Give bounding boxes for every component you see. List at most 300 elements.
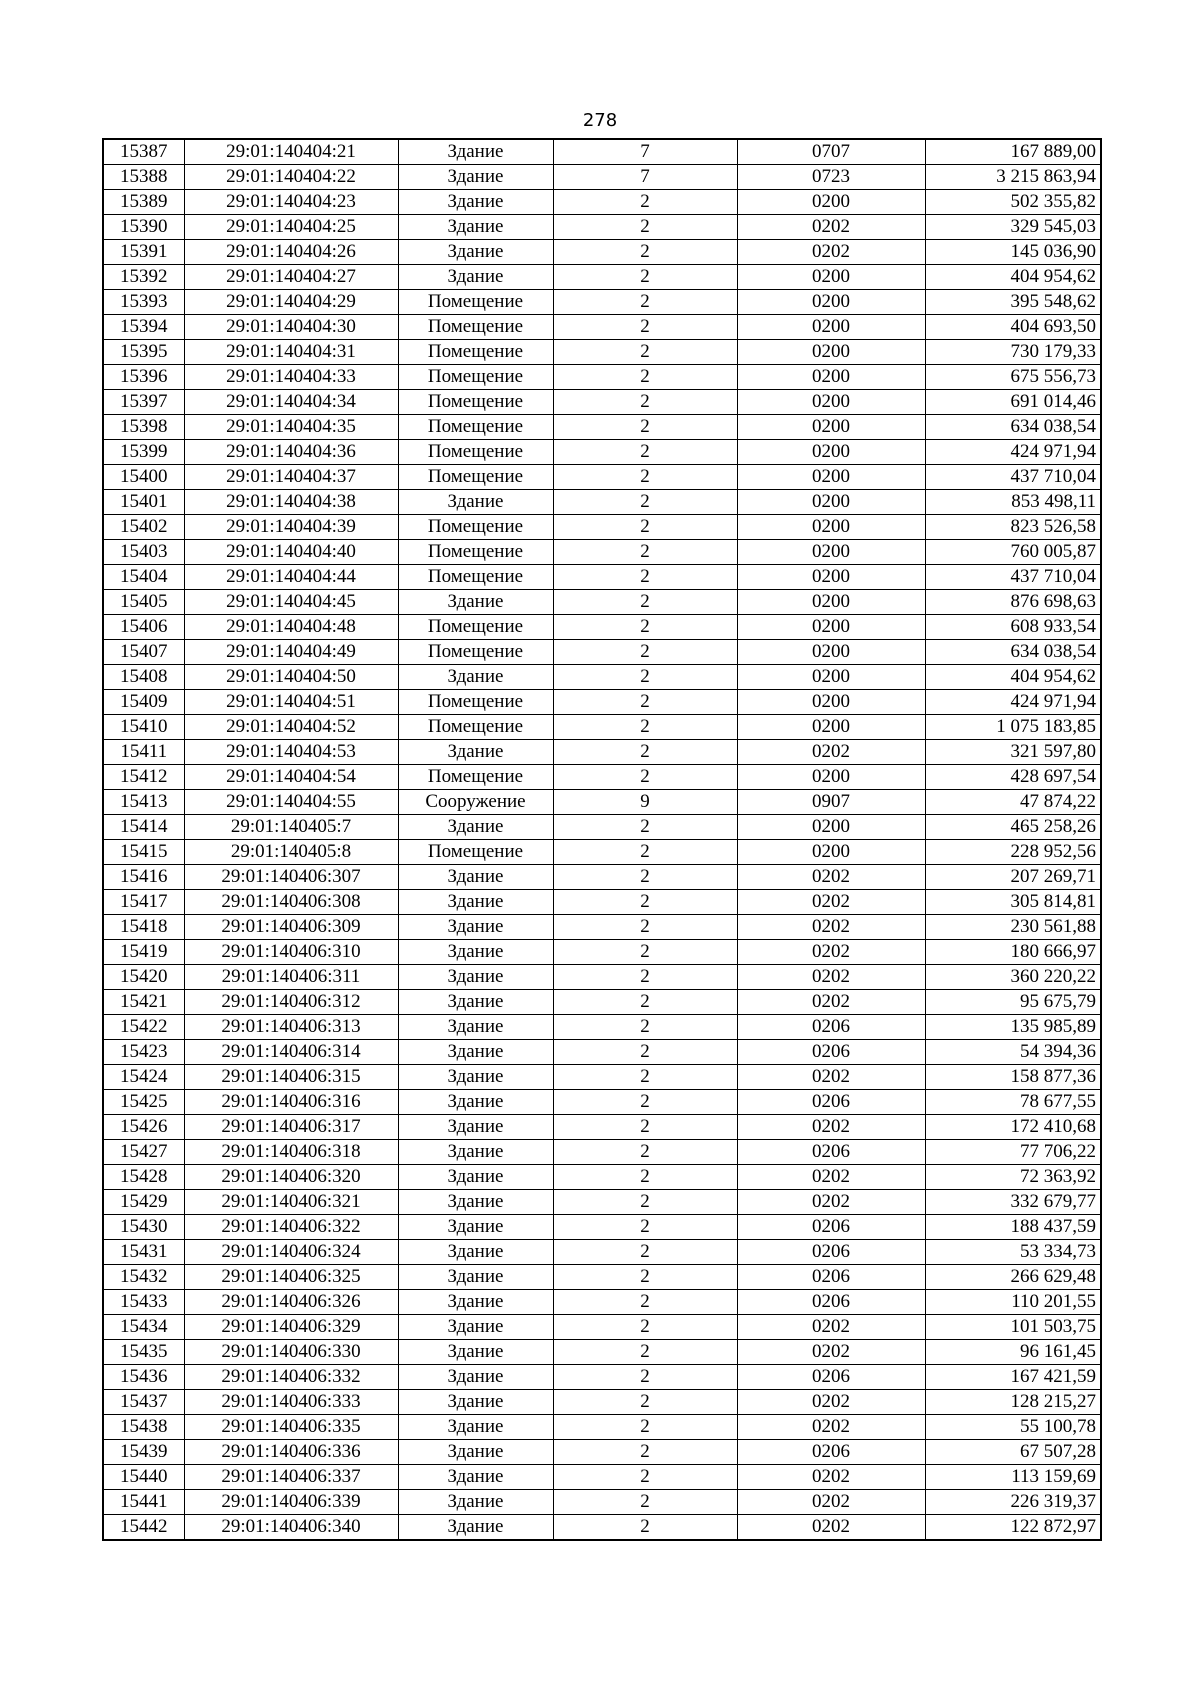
subgroup-code-cell: 0200 [737, 715, 925, 740]
table-row [103, 465, 1101, 490]
cadastral-number-cell: 29:01:140406:322 [184, 1215, 398, 1240]
subgroup-code-cell: 0202 [737, 915, 925, 940]
object-type-cell: Здание [398, 1165, 553, 1190]
object-type-cell: Здание [398, 1065, 553, 1090]
object-type-cell: Здание [398, 1365, 553, 1390]
group-cell: 2 [553, 1040, 737, 1065]
group-cell: 2 [553, 1365, 737, 1390]
subgroup-code-cell: 0202 [737, 865, 925, 890]
object-type-cell: Здание [398, 965, 553, 990]
cadastral-number-cell: 29:01:140406:313 [184, 1015, 398, 1040]
cadastral-number-cell: 29:01:140404:25 [184, 215, 398, 240]
subgroup-code-cell: 0202 [737, 740, 925, 765]
cadastral-number-cell: 29:01:140406:311 [184, 965, 398, 990]
group-cell: 2 [553, 1290, 737, 1315]
cadastral-value-cell: 72 363,92 [925, 1165, 1101, 1190]
subgroup-code-cell: 0707 [737, 139, 925, 165]
subgroup-code-cell: 0202 [737, 1390, 925, 1415]
cadastral-value-cell: 128 215,27 [925, 1390, 1101, 1415]
object-type-cell: Здание [398, 1115, 553, 1140]
object-type-cell: Помещение [398, 390, 553, 415]
table-row [103, 1240, 1101, 1265]
table-row [103, 240, 1101, 265]
object-type-cell: Здание [398, 240, 553, 265]
cadastral-number-cell: 29:01:140406:317 [184, 1115, 398, 1140]
table-row [103, 665, 1101, 690]
cadastral-number-cell: 29:01:140406:329 [184, 1315, 398, 1340]
row-number-cell: 15425 [103, 1090, 184, 1115]
table-row [103, 440, 1101, 465]
group-cell: 2 [553, 440, 737, 465]
subgroup-code-cell: 0200 [737, 815, 925, 840]
row-number-cell: 15439 [103, 1440, 184, 1465]
cadastral-value-cell: 760 005,87 [925, 540, 1101, 565]
group-cell: 2 [553, 315, 737, 340]
subgroup-code-cell: 0907 [737, 790, 925, 815]
object-type-cell: Здание [398, 1140, 553, 1165]
object-type-cell: Помещение [398, 465, 553, 490]
table-row [103, 1040, 1101, 1065]
row-number-cell: 15406 [103, 615, 184, 640]
object-type-cell: Здание [398, 1015, 553, 1040]
row-number-cell: 15390 [103, 215, 184, 240]
object-type-cell: Помещение [398, 715, 553, 740]
cadastral-number-cell: 29:01:140406:320 [184, 1165, 398, 1190]
row-number-cell: 15411 [103, 740, 184, 765]
row-number-cell: 15419 [103, 940, 184, 965]
object-type-cell: Помещение [398, 540, 553, 565]
cadastral-number-cell: 29:01:140406:309 [184, 915, 398, 940]
row-number-cell: 15394 [103, 315, 184, 340]
row-number-cell: 15413 [103, 790, 184, 815]
group-cell: 2 [553, 215, 737, 240]
group-cell: 2 [553, 290, 737, 315]
object-type-cell: Здание [398, 1340, 553, 1365]
table-row [103, 1090, 1101, 1115]
group-cell: 2 [553, 890, 737, 915]
row-number-cell: 15424 [103, 1065, 184, 1090]
subgroup-code-cell: 0200 [737, 365, 925, 390]
object-type-cell: Здание [398, 815, 553, 840]
object-type-cell: Сооружение [398, 790, 553, 815]
subgroup-code-cell: 0200 [737, 490, 925, 515]
cadastral-value-cell: 691 014,46 [925, 390, 1101, 415]
cadastral-value-cell: 608 933,54 [925, 615, 1101, 640]
cadastral-value-cell: 77 706,22 [925, 1140, 1101, 1165]
row-number-cell: 15391 [103, 240, 184, 265]
cadastral-value-cell: 47 874,22 [925, 790, 1101, 815]
table-row [103, 990, 1101, 1015]
cadastral-value-cell: 395 548,62 [925, 290, 1101, 315]
subgroup-code-cell: 0206 [737, 1290, 925, 1315]
subgroup-code-cell: 0200 [737, 590, 925, 615]
object-type-cell: Помещение [398, 565, 553, 590]
subgroup-code-cell: 0206 [737, 1015, 925, 1040]
subgroup-code-cell: 0200 [737, 840, 925, 865]
cadastral-value-cell: 823 526,58 [925, 515, 1101, 540]
cadastral-number-cell: 29:01:140404:53 [184, 740, 398, 765]
cadastral-value-cell: 230 561,88 [925, 915, 1101, 940]
subgroup-code-cell: 0200 [737, 565, 925, 590]
group-cell: 2 [553, 1515, 737, 1541]
subgroup-code-cell: 0200 [737, 665, 925, 690]
cadastral-value-cell: 158 877,36 [925, 1065, 1101, 1090]
group-cell: 2 [553, 1315, 737, 1340]
row-number-cell: 15422 [103, 1015, 184, 1040]
row-number-cell: 15434 [103, 1315, 184, 1340]
object-type-cell: Здание [398, 1040, 553, 1065]
table-row [103, 1065, 1101, 1090]
row-number-cell: 15388 [103, 165, 184, 190]
table-row [103, 1190, 1101, 1215]
table-row [103, 415, 1101, 440]
row-number-cell: 15396 [103, 365, 184, 390]
subgroup-code-cell: 0206 [737, 1440, 925, 1465]
group-cell: 2 [553, 515, 737, 540]
object-type-cell: Здание [398, 1515, 553, 1541]
cadastral-number-cell: 29:01:140404:21 [184, 139, 398, 165]
object-type-cell: Здание [398, 215, 553, 240]
row-number-cell: 15427 [103, 1140, 184, 1165]
row-number-cell: 15438 [103, 1415, 184, 1440]
object-type-cell: Здание [398, 165, 553, 190]
table-row [103, 139, 1101, 165]
object-type-cell: Здание [398, 1290, 553, 1315]
group-cell: 2 [553, 765, 737, 790]
cadastral-number-cell: 29:01:140404:38 [184, 490, 398, 515]
group-cell: 7 [553, 139, 737, 165]
group-cell: 2 [553, 1065, 737, 1090]
cadastral-number-cell: 29:01:140404:48 [184, 615, 398, 640]
cadastral-number-cell: 29:01:140406:340 [184, 1515, 398, 1541]
group-cell: 2 [553, 1190, 737, 1215]
object-type-cell: Здание [398, 590, 553, 615]
subgroup-code-cell: 0723 [737, 165, 925, 190]
cadastral-number-cell: 29:01:140404:31 [184, 340, 398, 365]
group-cell: 2 [553, 940, 737, 965]
object-type-cell: Здание [398, 490, 553, 515]
subgroup-code-cell: 0202 [737, 990, 925, 1015]
row-number-cell: 15392 [103, 265, 184, 290]
row-number-cell: 15433 [103, 1290, 184, 1315]
row-number-cell: 15404 [103, 565, 184, 590]
table-row [103, 1290, 1101, 1315]
cadastral-value-cell: 226 319,37 [925, 1490, 1101, 1515]
object-type-cell: Здание [398, 1315, 553, 1340]
cadastral-value-cell: 437 710,04 [925, 465, 1101, 490]
table-row [103, 1315, 1101, 1340]
cadastral-value-cell: 228 952,56 [925, 840, 1101, 865]
group-cell: 2 [553, 465, 737, 490]
group-cell: 2 [553, 640, 737, 665]
cadastral-number-cell: 29:01:140404:36 [184, 440, 398, 465]
group-cell: 2 [553, 240, 737, 265]
cadastral-value-cell: 78 677,55 [925, 1090, 1101, 1115]
object-type-cell: Здание [398, 940, 553, 965]
table-row [103, 1365, 1101, 1390]
object-type-cell: Здание [398, 190, 553, 215]
table-row [103, 515, 1101, 540]
object-type-cell: Помещение [398, 765, 553, 790]
row-number-cell: 15402 [103, 515, 184, 540]
object-type-cell: Здание [398, 740, 553, 765]
page-number: 278 [582, 110, 618, 131]
cadastral-value-cell: 730 179,33 [925, 340, 1101, 365]
cadastral-number-cell: 29:01:140406:326 [184, 1290, 398, 1315]
object-type-cell: Помещение [398, 290, 553, 315]
table-row [103, 1265, 1101, 1290]
row-number-cell: 15418 [103, 915, 184, 940]
cadastral-value-cell: 266 629,48 [925, 1265, 1101, 1290]
object-type-cell: Здание [398, 890, 553, 915]
group-cell: 2 [553, 1140, 737, 1165]
cadastral-number-cell: 29:01:140404:49 [184, 640, 398, 665]
object-type-cell: Помещение [398, 340, 553, 365]
subgroup-code-cell: 0200 [737, 265, 925, 290]
table-row [103, 615, 1101, 640]
cadastral-value-cell: 424 971,94 [925, 440, 1101, 465]
cadastral-number-cell: 29:01:140406:310 [184, 940, 398, 965]
cadastral-value-cell: 360 220,22 [925, 965, 1101, 990]
table-row [103, 890, 1101, 915]
table-row [103, 190, 1101, 215]
cadastral-number-cell: 29:01:140404:37 [184, 465, 398, 490]
cadastral-number-cell: 29:01:140405:7 [184, 815, 398, 840]
group-cell: 2 [553, 415, 737, 440]
table-row [103, 965, 1101, 990]
table-row [103, 1390, 1101, 1415]
row-number-cell: 15436 [103, 1365, 184, 1390]
subgroup-code-cell: 0202 [737, 965, 925, 990]
subgroup-code-cell: 0206 [737, 1365, 925, 1390]
table-row [103, 915, 1101, 940]
cadastral-number-cell: 29:01:140406:307 [184, 865, 398, 890]
cadastral-number-cell: 29:01:140406:314 [184, 1040, 398, 1065]
group-cell: 2 [553, 1015, 737, 1040]
row-number-cell: 15395 [103, 340, 184, 365]
subgroup-code-cell: 0206 [737, 1215, 925, 1240]
cadastral-value-cell: 428 697,54 [925, 765, 1101, 790]
subgroup-code-cell: 0200 [737, 640, 925, 665]
row-number-cell: 15435 [103, 1340, 184, 1365]
table-row [103, 640, 1101, 665]
cadastral-number-cell: 29:01:140404:33 [184, 365, 398, 390]
object-type-cell: Здание [398, 1490, 553, 1515]
cadastral-number-cell: 29:01:140406:330 [184, 1340, 398, 1365]
subgroup-code-cell: 0202 [737, 1315, 925, 1340]
cadastral-number-cell: 29:01:140404:45 [184, 590, 398, 615]
subgroup-code-cell: 0200 [737, 390, 925, 415]
cadastral-value-cell: 55 100,78 [925, 1415, 1101, 1440]
cadastral-number-cell: 29:01:140406:325 [184, 1265, 398, 1290]
object-type-cell: Помещение [398, 440, 553, 465]
cadastral-number-cell: 29:01:140404:55 [184, 790, 398, 815]
group-cell: 2 [553, 1390, 737, 1415]
row-number-cell: 15403 [103, 540, 184, 565]
row-number-cell: 15437 [103, 1390, 184, 1415]
table-row [103, 1015, 1101, 1040]
object-type-cell: Помещение [398, 365, 553, 390]
cadastral-value-cell: 167 889,00 [925, 139, 1101, 165]
cadastral-value-cell: 404 954,62 [925, 665, 1101, 690]
row-number-cell: 15415 [103, 840, 184, 865]
cadastral-value-cell: 135 985,89 [925, 1015, 1101, 1040]
cadastral-value-cell: 95 675,79 [925, 990, 1101, 1015]
subgroup-code-cell: 0206 [737, 1240, 925, 1265]
table-row [103, 1490, 1101, 1515]
table-row [103, 1465, 1101, 1490]
object-type-cell: Здание [398, 665, 553, 690]
cadastral-value-cell: 53 334,73 [925, 1240, 1101, 1265]
cadastral-number-cell: 29:01:140404:35 [184, 415, 398, 440]
row-number-cell: 15414 [103, 815, 184, 840]
object-type-cell: Помещение [398, 840, 553, 865]
cadastral-number-cell: 29:01:140404:52 [184, 715, 398, 740]
row-number-cell: 15430 [103, 1215, 184, 1240]
table-row [103, 1340, 1101, 1365]
group-cell: 2 [553, 1090, 737, 1115]
row-number-cell: 15407 [103, 640, 184, 665]
object-type-cell: Здание [398, 139, 553, 165]
group-cell: 2 [553, 365, 737, 390]
table-row [103, 1440, 1101, 1465]
cadastral-value-cell: 207 269,71 [925, 865, 1101, 890]
table-row [103, 765, 1101, 790]
group-cell: 2 [553, 690, 737, 715]
cadastral-number-cell: 29:01:140406:316 [184, 1090, 398, 1115]
row-number-cell: 15399 [103, 440, 184, 465]
group-cell: 9 [553, 790, 737, 815]
object-type-cell: Здание [398, 1390, 553, 1415]
row-number-cell: 15441 [103, 1490, 184, 1515]
group-cell: 2 [553, 490, 737, 515]
cadastral-number-cell: 29:01:140406:321 [184, 1190, 398, 1215]
object-type-cell: Помещение [398, 515, 553, 540]
subgroup-code-cell: 0200 [737, 190, 925, 215]
cadastral-value-cell: 404 693,50 [925, 315, 1101, 340]
subgroup-code-cell: 0202 [737, 940, 925, 965]
table-row [103, 315, 1101, 340]
cadastral-number-cell: 29:01:140404:54 [184, 765, 398, 790]
object-type-cell: Здание [398, 1090, 553, 1115]
table-row [103, 740, 1101, 765]
group-cell: 2 [553, 1265, 737, 1290]
row-number-cell: 15410 [103, 715, 184, 740]
table-row [103, 715, 1101, 740]
cadastral-value-cell: 54 394,36 [925, 1040, 1101, 1065]
object-type-cell: Здание [398, 1190, 553, 1215]
registry-table [102, 138, 1102, 1541]
cadastral-number-cell: 29:01:140404:44 [184, 565, 398, 590]
table-row [103, 215, 1101, 240]
cadastral-number-cell: 29:01:140404:27 [184, 265, 398, 290]
row-number-cell: 15426 [103, 1115, 184, 1140]
object-type-cell: Здание [398, 1465, 553, 1490]
cadastral-number-cell: 29:01:140404:26 [184, 240, 398, 265]
subgroup-code-cell: 0202 [737, 1165, 925, 1190]
subgroup-code-cell: 0206 [737, 1040, 925, 1065]
cadastral-number-cell: 29:01:140406:308 [184, 890, 398, 915]
cadastral-number-cell: 29:01:140404:40 [184, 540, 398, 565]
cadastral-value-cell: 329 545,03 [925, 215, 1101, 240]
cadastral-number-cell: 29:01:140404:50 [184, 665, 398, 690]
row-number-cell: 15416 [103, 865, 184, 890]
row-number-cell: 15442 [103, 1515, 184, 1541]
group-cell: 2 [553, 390, 737, 415]
cadastral-number-cell: 29:01:140405:8 [184, 840, 398, 865]
row-number-cell: 15398 [103, 415, 184, 440]
cadastral-value-cell: 145 036,90 [925, 240, 1101, 265]
group-cell: 2 [553, 740, 737, 765]
object-type-cell: Помещение [398, 640, 553, 665]
object-type-cell: Здание [398, 865, 553, 890]
group-cell: 2 [553, 990, 737, 1015]
group-cell: 2 [553, 815, 737, 840]
cadastral-value-cell: 188 437,59 [925, 1215, 1101, 1240]
subgroup-code-cell: 0200 [737, 315, 925, 340]
object-type-cell: Здание [398, 915, 553, 940]
row-number-cell: 15428 [103, 1165, 184, 1190]
group-cell: 2 [553, 340, 737, 365]
cadastral-value-cell: 180 666,97 [925, 940, 1101, 965]
cadastral-number-cell: 29:01:140406:339 [184, 1490, 398, 1515]
subgroup-code-cell: 0206 [737, 1140, 925, 1165]
subgroup-code-cell: 0200 [737, 615, 925, 640]
row-number-cell: 15389 [103, 190, 184, 215]
row-number-cell: 15409 [103, 690, 184, 715]
table-row [103, 165, 1101, 190]
group-cell: 2 [553, 1465, 737, 1490]
cadastral-value-cell: 1 075 183,85 [925, 715, 1101, 740]
object-type-cell: Помещение [398, 415, 553, 440]
group-cell: 2 [553, 915, 737, 940]
group-cell: 2 [553, 190, 737, 215]
row-number-cell: 15393 [103, 290, 184, 315]
subgroup-code-cell: 0200 [737, 440, 925, 465]
cadastral-value-cell: 101 503,75 [925, 1315, 1101, 1340]
group-cell: 2 [553, 1240, 737, 1265]
table-row [103, 390, 1101, 415]
table-row [103, 1515, 1101, 1541]
object-type-cell: Здание [398, 1240, 553, 1265]
group-cell: 2 [553, 1215, 737, 1240]
group-cell: 2 [553, 865, 737, 890]
cadastral-number-cell: 29:01:140406:335 [184, 1415, 398, 1440]
row-number-cell: 15412 [103, 765, 184, 790]
cadastral-value-cell: 321 597,80 [925, 740, 1101, 765]
group-cell: 2 [553, 540, 737, 565]
cadastral-value-cell: 167 421,59 [925, 1365, 1101, 1390]
group-cell: 2 [553, 615, 737, 640]
subgroup-code-cell: 0202 [737, 1190, 925, 1215]
cadastral-number-cell: 29:01:140404:29 [184, 290, 398, 315]
subgroup-code-cell: 0200 [737, 465, 925, 490]
group-cell: 2 [553, 590, 737, 615]
row-number-cell: 15421 [103, 990, 184, 1015]
subgroup-code-cell: 0202 [737, 1065, 925, 1090]
cadastral-value-cell: 305 814,81 [925, 890, 1101, 915]
cadastral-value-cell: 465 258,26 [925, 815, 1101, 840]
table-row [103, 1140, 1101, 1165]
cadastral-number-cell: 29:01:140406:332 [184, 1365, 398, 1390]
cadastral-value-cell: 404 954,62 [925, 265, 1101, 290]
group-cell: 2 [553, 840, 737, 865]
subgroup-code-cell: 0200 [737, 340, 925, 365]
group-cell: 2 [553, 1415, 737, 1440]
subgroup-code-cell: 0200 [737, 540, 925, 565]
table-row [103, 940, 1101, 965]
group-cell: 2 [553, 665, 737, 690]
